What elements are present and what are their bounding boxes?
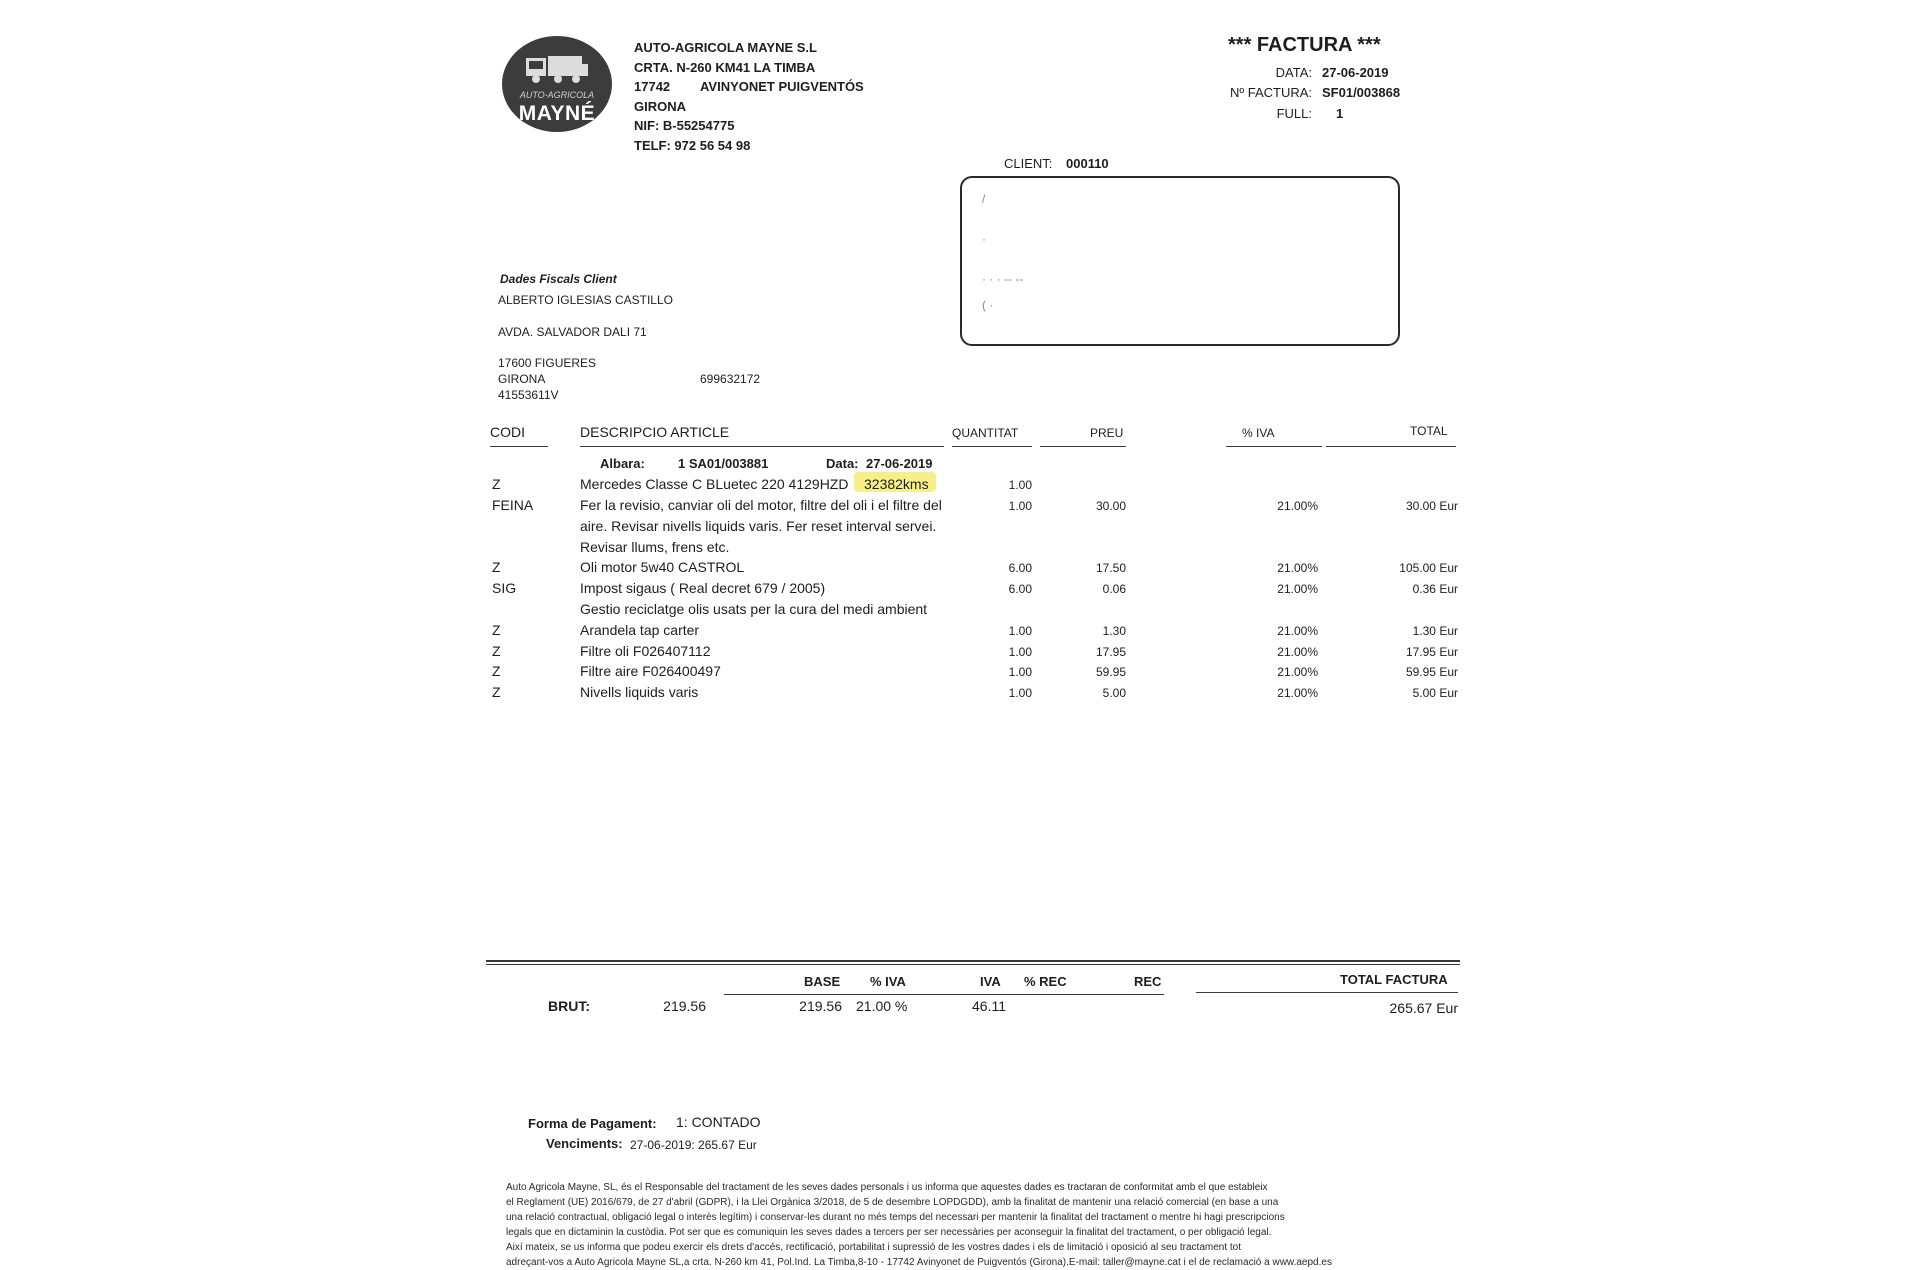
totals-header-rec-pct: % REC — [1024, 974, 1067, 989]
line-code: Z — [492, 642, 501, 659]
line-desc: Impost sigaus ( Real decret 679 / 2005) — [580, 580, 826, 597]
fiscal-id: 41553611V — [498, 388, 559, 402]
line-desc: aire. Revisar nivells liquids varis. Fer reset interval servei. — [580, 517, 937, 534]
totals-rule — [486, 960, 1460, 962]
line-qty: 1.00 — [1008, 644, 1032, 659]
line-price: 17.50 — [1095, 561, 1126, 576]
client-box-mark: ( · — [982, 298, 994, 312]
albaran-label: Albara: — [600, 456, 645, 471]
line-desc: Oli motor 5w40 CASTROL — [580, 559, 745, 576]
vehicle-qty: 1.00 — [1008, 478, 1032, 492]
legal-line: Així mateix, se us informa que podeu exercir els drets d'accés, rectificació, portabilitat i supressió de les vostres dades i els de limitació i oposició al seu tractament tot — [506, 1242, 1242, 1253]
line-qty: 1.00 — [1008, 665, 1032, 680]
line-code: SIG — [492, 580, 517, 597]
line-desc: Nivells liquids varis — [580, 684, 699, 701]
legal-line: una relació contractual, obligació legal o interès legítim) i conservar-les durant no més temps del necessari per mantenir la finalitat del tractament o mentre hi hagi prescripcions — [506, 1212, 1285, 1223]
line-vat: 21.00% — [1277, 686, 1318, 701]
payment-form-value: 1: CONTADO — [676, 1114, 761, 1130]
totals-sub-rule — [1196, 992, 1458, 993]
invoice-date: 27-06-2019 — [1322, 65, 1389, 80]
line-vat: 21.00% — [1277, 561, 1318, 576]
logo-subtitle: AUTO-AGRICOLA — [519, 90, 595, 100]
line-code: Z — [492, 663, 501, 680]
totals-header-base: BASE — [804, 974, 841, 989]
truck-icon — [524, 54, 590, 84]
line-qty: 6.00 — [1008, 561, 1032, 576]
legal-notice — [506, 1180, 1386, 1270]
line-price: 0.06 — [1102, 582, 1126, 597]
line-desc: Filtre oli F026407112 — [580, 642, 711, 659]
line-price: 30.00 — [1095, 499, 1126, 513]
line-qty: 1.00 — [1008, 686, 1032, 701]
totals-header-vat: IVA — [980, 974, 1001, 989]
line-desc: Gestio reciclatge olis usats per la cura del medi ambient — [580, 601, 928, 617]
col-header-code: CODI — [490, 424, 525, 440]
col-header-price: PREU — [1090, 426, 1124, 440]
brut-value: 219.56 — [663, 998, 706, 1014]
vehicle-km: 32382kms — [864, 476, 929, 492]
albaran-number: 1 SA01/003881 — [678, 456, 769, 471]
brut-label: BRUT: — [548, 998, 590, 1014]
totals-header-vat-pct: % IVA — [870, 974, 906, 989]
line-price: 5.00 — [1102, 686, 1126, 701]
fiscal-province: GIRONA — [498, 372, 546, 386]
fiscal-phone: 699632172 — [700, 372, 761, 386]
totals-header-total: TOTAL FACTURA — [1340, 972, 1448, 987]
line-total: 1.30 Eur — [1412, 623, 1458, 638]
invoice-title: *** FACTURA *** — [1228, 34, 1381, 56]
invoice-number: SF01/003868 — [1322, 85, 1401, 100]
fiscal-heading: Dades Fiscals Client — [500, 272, 617, 286]
company-nif: NIF: B-55254775 — [634, 118, 735, 133]
line-desc: Revisar llums, frens etc. — [580, 538, 730, 555]
vehicle-desc: Mercedes Classe C BLuetec 220 4129HZD — [580, 476, 849, 492]
base-value: 219.56 — [799, 998, 842, 1014]
fiscal-address: AVDA. SALVADOR DALI 71 — [498, 325, 647, 339]
line-total: 17.95 Eur — [1405, 644, 1458, 659]
client-address-box — [960, 176, 1400, 346]
company-postal: 17742 — [634, 79, 671, 94]
company-logo — [502, 36, 612, 132]
company-name: AUTO-AGRICOLA MAYNE S.L — [634, 40, 817, 55]
client-code: 000110 — [1066, 156, 1109, 171]
col-header-desc: DESCRIPCIO ARTICLE — [580, 424, 730, 440]
col-header-vat: % IVA — [1242, 426, 1275, 440]
invoice-sheet-label: FULL: — [1276, 106, 1312, 121]
fiscal-name: ALBERTO IGLESIAS CASTILLO — [498, 293, 673, 307]
invoice-sheet: 1 — [1336, 106, 1344, 121]
company-province: GIRONA — [634, 99, 686, 114]
line-total: 0.36 Eur — [1412, 582, 1458, 597]
line-desc: Arandela tap carter — [580, 621, 700, 638]
client-box-mark: · · · -- -- — [982, 272, 1024, 286]
albaran-date: 27-06-2019 — [866, 456, 933, 471]
legal-line: Auto Agricola Mayne, SL, és el Responsable del tractament de les seves dades personals i us informa que aquestes dades es tractaran de conformitat amb el que estableix — [506, 1182, 1268, 1193]
total-invoice-value: 265.67 Eur — [1389, 1000, 1458, 1016]
invoice-number-label: Nº FACTURA: — [1229, 85, 1312, 100]
line-price: 1.30 — [1102, 623, 1126, 638]
vat-pct-value: 21.00 % — [856, 998, 908, 1014]
totals-sub-rule — [724, 994, 1164, 995]
col-header-total: TOTAL — [1410, 424, 1448, 438]
line-total: 5.00 Eur — [1412, 686, 1458, 701]
line-code: Z — [492, 621, 501, 638]
client-box-mark: / — [982, 192, 986, 206]
payment-due-label: Venciments: — [546, 1136, 623, 1151]
header-rule — [1226, 446, 1322, 447]
invoice-date-label: DATA: — [1275, 65, 1312, 80]
totals-header-rec: REC — [1134, 974, 1162, 989]
vehicle-code: Z — [492, 476, 501, 492]
line-price: 59.95 — [1095, 665, 1126, 680]
payment-due-value: 27-06-2019: 265.67 Eur — [630, 1138, 757, 1152]
client-label: CLIENT: — [1004, 156, 1053, 171]
fiscal-city: 17600 FIGUERES — [498, 356, 597, 370]
header-rule — [1040, 446, 1126, 447]
logo-name: MAYNÉ — [518, 102, 596, 125]
company-address: CRTA. N-260 KM41 LA TIMBA — [634, 60, 816, 75]
legal-line: adreçant-vos a Auto Agricola Mayne SL,a crta. N-260 km 41, Pol.Ind. La Timba,8-10 - 17742 Avinyonet de Puigventós (Girona).E-mail: taller@mayne.cat i el de reclamació a www.aepd.es — [506, 1257, 1332, 1268]
header-rule — [952, 446, 1032, 447]
line-qty: 1.00 — [1008, 623, 1032, 638]
header-rule — [580, 446, 944, 447]
totals-rule — [486, 964, 1460, 965]
line-qty: 6.00 — [1008, 582, 1032, 597]
legal-line: legals que en dictaminin la custòdia. Pot ser que es comuniquin les seves dades a tercers per ser necessàries per aconseguir la finalitat del tractament, o per obligació legal. — [506, 1227, 1272, 1238]
line-desc: Fer la revisio, canviar oli del motor, filtre del oli i el filtre del — [580, 497, 942, 513]
header-rule — [1326, 446, 1456, 447]
line-total: 59.95 Eur — [1405, 665, 1458, 680]
line-vat: 21.00% — [1277, 623, 1318, 638]
line-vat: 21.00% — [1277, 665, 1318, 680]
payment-form-label: Forma de Pagament: — [528, 1116, 657, 1131]
line-vat: 21.00% — [1277, 644, 1318, 659]
line-total: 105.00 Eur — [1399, 561, 1458, 576]
line-code: Z — [492, 559, 501, 576]
header-rule — [490, 446, 548, 447]
line-total: 30.00 Eur — [1405, 499, 1458, 513]
company-city: AVINYONET PUIGVENTÓS — [700, 79, 864, 94]
client-box-mark: · — [982, 232, 986, 246]
line-desc: Filtre aire F026400497 — [580, 663, 721, 680]
line-code: FEINA — [492, 497, 534, 513]
line-price: 17.95 — [1095, 644, 1126, 659]
albaran-date-label: Data: — [826, 456, 859, 471]
line-vat: 21.00% — [1277, 499, 1318, 513]
legal-line: el Reglament (UE) 2016/679, de 27 d'abril (GDPR), i la Llei Orgànica 3/2018, de 5 de desembre LOPDGDD), amb la finalitat de mantenir una relació comercial (en base a una — [506, 1197, 1279, 1208]
line-code: Z — [492, 684, 501, 701]
vat-value: 46.11 — [972, 998, 1006, 1014]
line-qty: 1.00 — [1008, 499, 1032, 513]
col-header-qty: QUANTITAT — [952, 426, 1019, 440]
company-phone: TELF: 972 56 54 98 — [634, 138, 751, 153]
line-vat: 21.00% — [1277, 582, 1318, 597]
